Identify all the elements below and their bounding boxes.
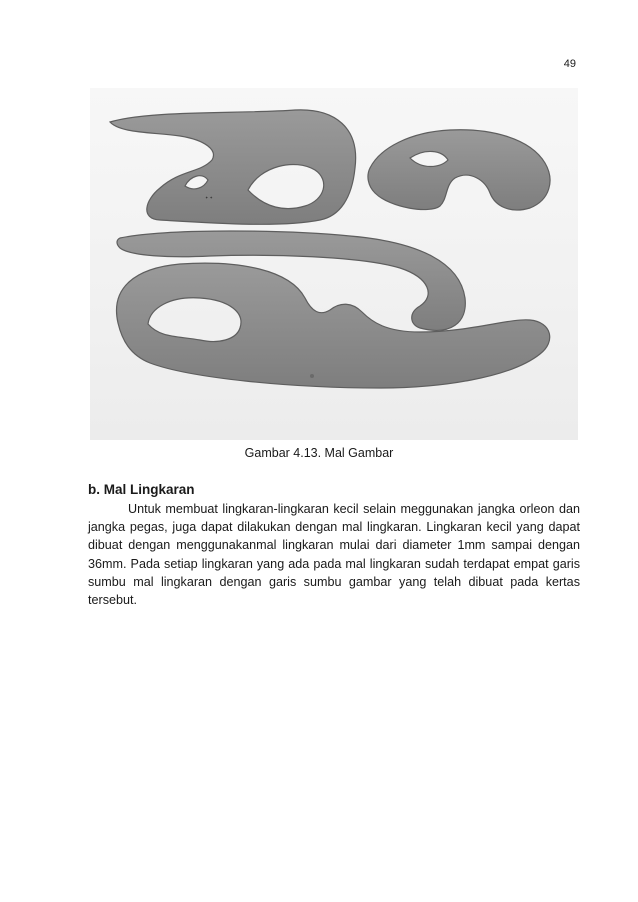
french-curve-top-left xyxy=(110,110,356,224)
figure-caption: Gambar 4.13. Mal Gambar xyxy=(244,446,394,460)
paragraph-text: Untuk membuat lingkaran-lingkaran kecil selain meggunakan jangka orleon dan jangka pegas, juga dapat dilakukan dengan mal lingkaran. Lingkaran kecil yang dapat dibuat dengan menggunakanmal lingkaran mulai dari diameter 1mm sampai dengan 36mm. Pada setiap lingkaran yang ada pada mal lingkaran sudah terdapat empat garis sumbu mal lingkaran dengan garis sumbu gambar yang telah dibuat pada kertas tersebut. xyxy=(88,502,580,608)
french-curve-top-right xyxy=(368,130,550,210)
french-curve-bottom xyxy=(117,263,550,388)
section-title: b. Mal Lingkaran xyxy=(88,482,195,497)
svg-text:✦ ✦: ✦ ✦ xyxy=(205,195,213,200)
section-paragraph xyxy=(88,500,580,609)
french-curves-photo xyxy=(90,88,578,440)
page-number: 49 xyxy=(563,58,576,70)
